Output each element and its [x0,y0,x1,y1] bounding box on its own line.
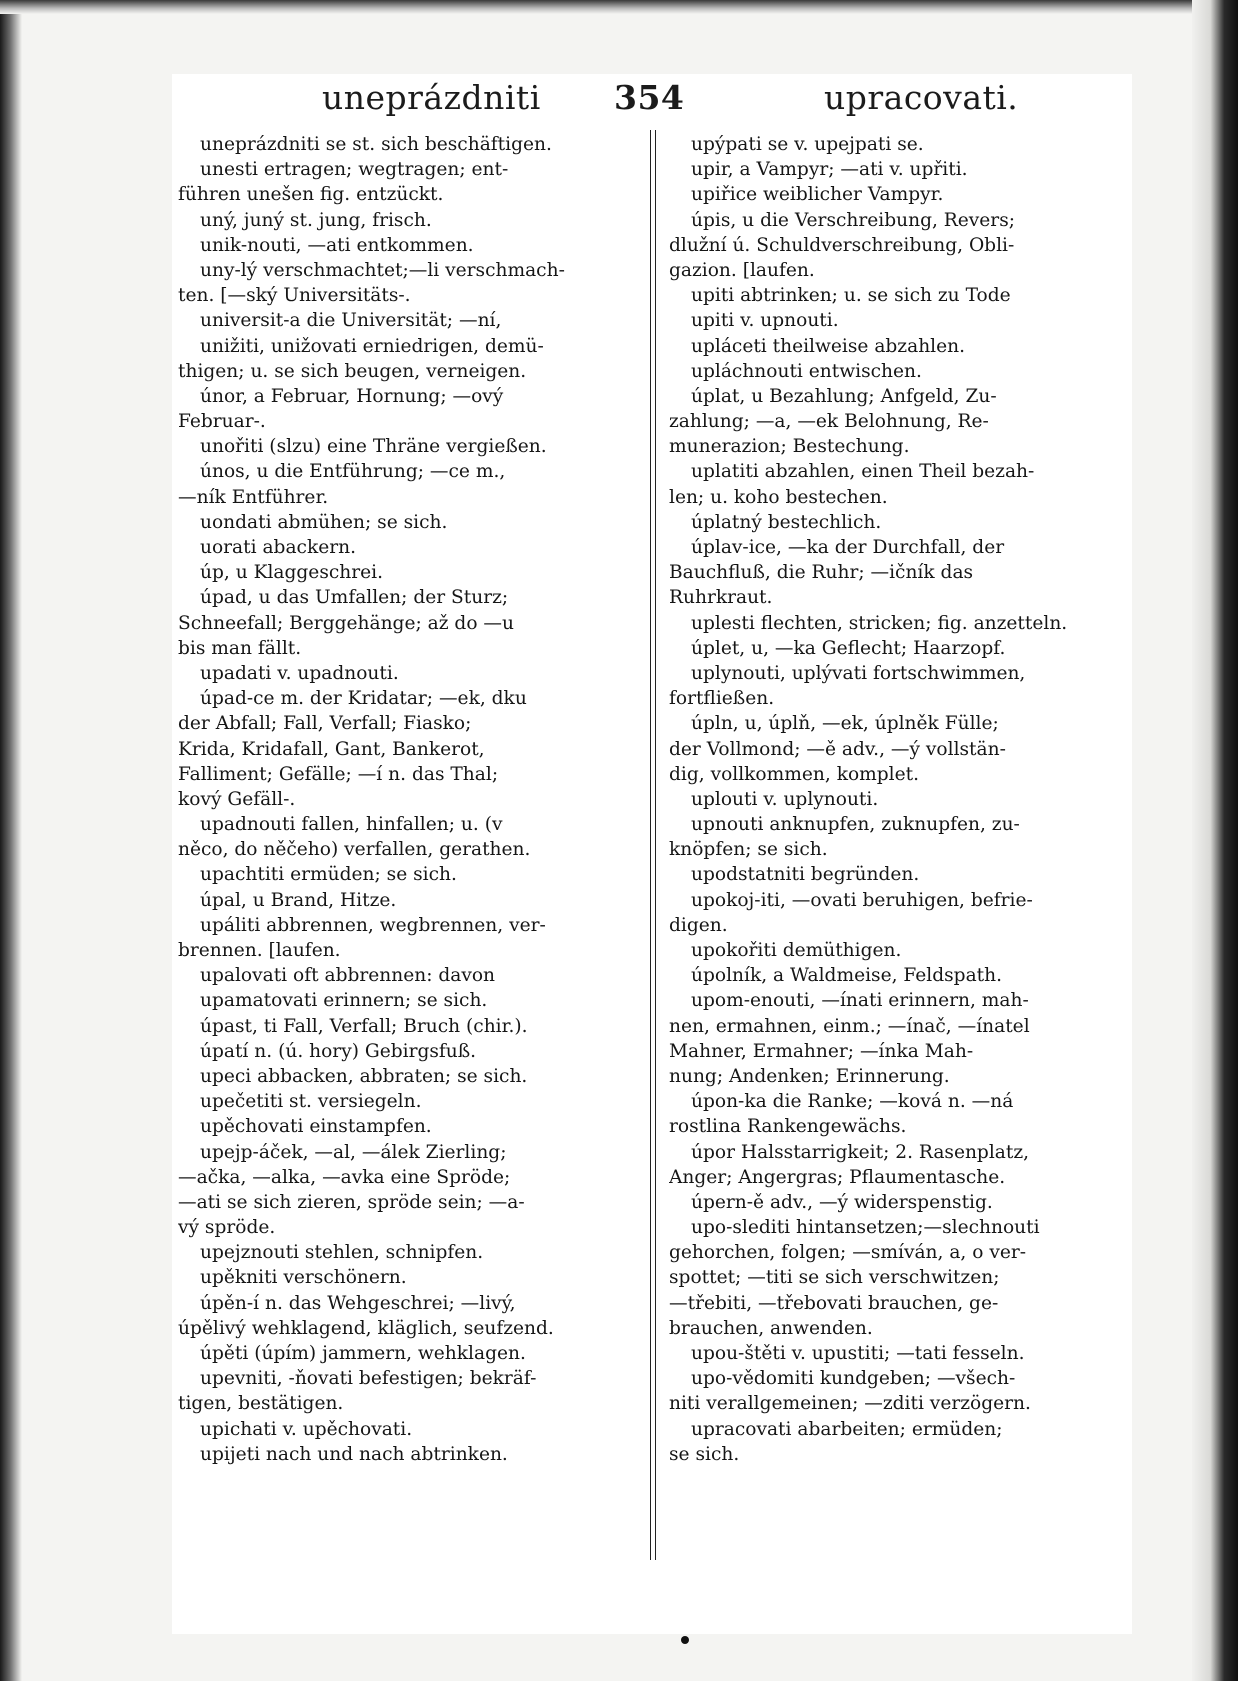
entry-line: úpěn-í n. das Wehgeschrei; —livý, [200,1292,516,1314]
entry-line: upracovati abarbeiten; ermüden; [691,1418,1003,1440]
entry-line: upijeti nach und nach abtrinken. [200,1443,508,1465]
entry-line: upiti v. upnouti. [691,310,839,332]
entry-line: ten. [—ský Universitäts-. [178,285,411,307]
entry-line: der Vollmond; —ě adv., —ý vollstän- [669,738,1006,760]
entry-line: úplat, u Bezahlung; Anfgeld, Zu- [691,385,997,407]
entry-line: —ník Entführer. [178,486,329,508]
entry-line: fortfließen. [669,688,775,710]
entry-line: upo-slediti hintansetzen;—slechnouti [691,1217,1040,1239]
entry-line: spottet; —titi se sich verschwitzen; [669,1267,1000,1289]
entry-line: úpln, u, úplň, —ek, úplněk Fülle; [691,713,999,735]
entry-line: zahlung; —a, —ek Belohnung, Re- [669,411,989,433]
header-first-word: uneprázdniti [322,78,541,117]
entry-line: upachtiti ermüden; se sich. [200,864,457,886]
entry-line: upeci abbacken, abbraten; se sich. [200,1065,528,1087]
entry-line: dlužní ú. Schuldverschreibung, Obli- [669,234,1015,256]
entry-line: upěkniti verschönern. [200,1267,407,1289]
entry-line: úpad, u das Umfallen; der Sturz; [200,587,509,609]
entry-line: úpěti (úpím) jammern, wehklagen. [200,1343,526,1364]
scan-left-edge [0,0,22,1681]
entry-line: upo-vědomiti kundgeben; —všech- [691,1368,1016,1390]
entry-line: knöpfen; se sich. [669,839,828,861]
entry-line: upýpati se v. upejpati se. [691,134,924,155]
entry-line: —třebiti, —třebovati brauchen, ge- [669,1292,999,1314]
entry-line: upalovati oft abbrennen: davon [200,965,496,987]
entry-line: Krida, Kridafall, Gant, Bankerot, [178,738,485,760]
entry-line: Mahner, Ermahner; —ínka Mah- [669,1040,974,1062]
entry-line: uorati abackern. [200,537,357,558]
entry-line: upevniti, -ňovati befestigen; bekräf- [200,1368,537,1390]
entry-line: brauchen, anwenden. [669,1317,873,1339]
left-column [178,132,648,1467]
entry-line: upiti abtrinken; u. se sich zu Tode [691,285,1011,307]
entry-line: thigen; u. se sich beugen, verneigen. [178,360,527,382]
entry-line: úp, u Klaggeschrei. [200,562,383,584]
entry-line: Anger; Angergras; Pflaumentasche. [669,1166,1006,1188]
entry-line: nung; Andenken; Erinnerung. [669,1065,950,1087]
entry-line: úpon-ka die Ranke; —ková n. —ná [691,1091,1014,1113]
entry-line: gazion. [laufen. [669,259,815,281]
entry-line: upadati v. upadnouti. [200,662,399,684]
entry-line: uplouti v. uplynouti. [691,788,879,810]
ink-speck [681,1636,689,1644]
page-number: 354 [614,78,685,117]
entry-line: dig, vollkommen, komplet. [669,763,920,785]
entry-line: Ruhrkraut. [669,587,773,609]
entry-line: upokořiti demüthigen. [691,940,902,961]
entry-line: upamatovati erinnern; se sich. [200,990,488,1012]
entry-line: Falliment; Gefälle; —í n. das Thal; [178,763,499,785]
entry-line: uplynouti, uplývati fortschwimmen, [691,662,1026,684]
entry-line: úpal, u Brand, Hitze. [200,889,397,911]
entry-line: úpad-ce m. der Kridatar; —ek, dku [200,688,527,710]
entry-line: upokoj-iti, —ovati beruhigen, befrie- [691,889,1033,911]
entry-line: tigen, bestätigen. [178,1393,344,1415]
entry-line: rostlina Rankengewächs. [669,1116,907,1138]
entry-line: —ati se sich zieren, spröde sein; —a- [178,1191,525,1213]
entry-line: upečetiti st. versiegeln. [200,1091,422,1113]
entry-line: únor, a Februar, Hornung; —ový [200,385,504,407]
entry-line: upáliti abbrennen, wegbrennen, ver- [200,914,546,936]
running-header [172,78,1132,134]
entry-line: uplatiti abzahlen, einen Theil bezah- [691,461,1035,483]
entry-line: unižiti, unižovati erniedrigen, demü- [200,335,544,357]
entry-line: úpast, ti Fall, Verfall; Bruch (chir.). [200,1015,528,1037]
entry-line: vý spröde. [178,1217,276,1239]
entry-line: úpis, u die Verschreibung, Revers; [691,209,1016,231]
entry-line: upejznouti stehlen, schnipfen. [200,1242,484,1264]
entry-line: brennen. [laufen. [178,940,341,961]
entry-line: upadnouti fallen, hinfallen; u. (v [200,814,503,836]
entry-line: upěchovati einstampfen. [200,1116,432,1138]
entry-line: uný, juný st. jung, frisch. [200,209,432,231]
entry-line: úpatí n. (ú. hory) Gebirgsfuß. [200,1040,477,1062]
entry-line: uondati abmühen; se sich. [200,511,448,533]
entry-line: uneprázdniti se st. sich beschäftigen. [200,134,552,155]
entry-line: bis man fällt. [178,637,302,659]
entry-line: Bauchfluß, die Ruhr; —ičník das [669,562,974,584]
entry-line: munerazion; Bestechung. [669,436,910,458]
entry-line: úpělivý wehklagend, kläglich, seufzend. [178,1317,554,1339]
entry-line: der Abfall; Fall, Verfall; Fiasko; [178,713,472,735]
entry-line: úplatný bestechlich. [691,511,882,533]
entry-line: něco, do něčeho) verfallen, gerathen. [178,839,531,861]
entry-line: upnouti anknupfen, zuknupfen, zu- [691,814,1020,836]
entry-line: úpern-ě adv., —ý widerspenstig. [691,1191,993,1213]
entry-line: kový Gefäll-. [178,788,296,810]
entry-line: úpor Halsstarrigkeit; 2. Rasenplatz, [691,1141,1030,1163]
entry-line: niti verallgemeinen; —zditi verzögern. [669,1393,1031,1415]
entry-line: führen unešen fig. entzückt. [178,184,444,206]
entry-line: digen. [669,914,728,936]
entry-line: úplet, u, —ka Geflecht; Haarzopf. [691,637,1006,659]
entry-line: —ačka, —alka, —avka eine Spröde; [178,1166,511,1188]
entry-line: upou-štěti v. upustiti; —tati fesseln. [691,1343,1025,1364]
entry-line: unik-nouti, —ati entkommen. [200,234,474,256]
dictionary-page [172,74,1132,1634]
entry-line: Februar-. [178,411,266,433]
entry-line: upiřice weiblicher Vampyr. [691,184,944,206]
entry-line: gehorchen, folgen; —smíván, a, o ver- [669,1242,1027,1264]
entry-line: se sich. [669,1443,740,1465]
entry-line: úpolník, a Waldmeise, Feldspath. [691,965,1003,987]
entry-line: úplav-ice, —ka der Durchfall, der [691,537,1005,558]
entry-line: upodstatniti begründen. [691,864,920,886]
entry-line: uplesti flechten, stricken; fig. anzetteln. [691,612,1068,634]
header-last-word: upracovati. [824,78,1019,117]
entry-line: upejp-áček, —al, —álek Zierling; [200,1141,507,1163]
scan-top-edge [0,0,1238,14]
entry-line: upláchnouti entwischen. [691,360,922,382]
entry-line: unořiti (slzu) eine Thräne vergießen. [200,436,547,458]
entry-line: upláceti theilweise abzahlen. [691,335,966,357]
entry-line: uny-lý verschmachtet;—li verschmach- [200,259,565,281]
entry-line: Schneefall; Berggehänge; až do —u [178,612,514,634]
entry-line: upichati v. upěchovati. [200,1418,413,1440]
entry-line: unesti ertragen; wegtragen; ent- [200,159,509,181]
entry-line: nen, ermahnen, einm.; —ínač, —ínatel [669,1015,1030,1037]
scan-right-edge [1192,0,1238,1681]
entry-line: únos, u die Entführung; —ce m., [200,461,506,483]
entry-line: universit-a die Universität; —ní, [200,310,502,332]
entry-line: upom-enouti, —ínati erinnern, mah- [691,990,1029,1012]
right-column [669,132,1139,1467]
entry-line: upir, a Vampyr; —ati v. upřiti. [691,159,968,181]
entry-line: len; u. koho bestechen. [669,486,888,508]
column-divider [650,130,656,1560]
